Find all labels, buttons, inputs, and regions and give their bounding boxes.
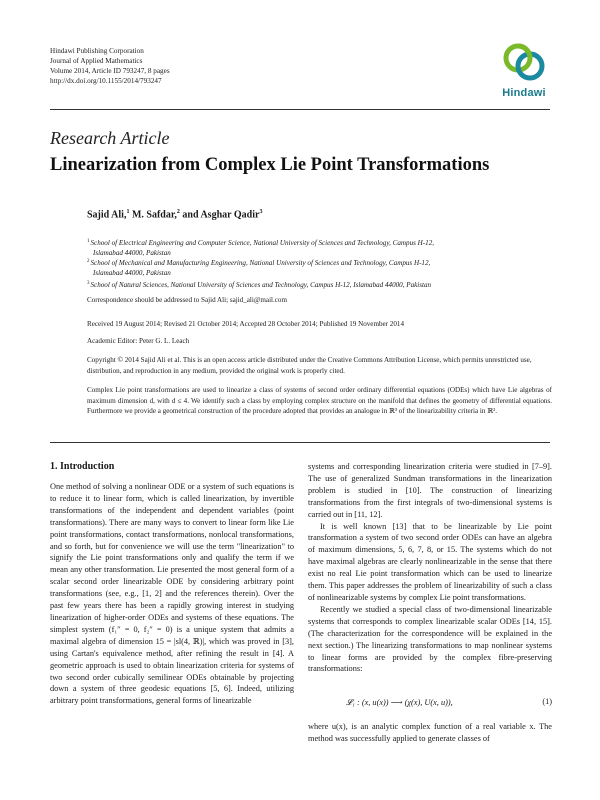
- affiliation-number: 1: [87, 239, 90, 244]
- journal-info: [50, 46, 170, 86]
- section-heading: 1. Introduction: [50, 461, 115, 472]
- publisher: Hindawi Publishing Corporation: [50, 47, 144, 55]
- hindawi-logo: [494, 38, 554, 104]
- article-type: Research Article: [50, 128, 170, 148]
- author-affil-number: 3: [259, 209, 263, 215]
- equation-formula: 𝓛₁ : (x, u(x)) ⟶ (χ(x), U(x, u)),: [346, 698, 453, 707]
- affiliation-line: School of Mechanical and Manufacturing Engineering, National University of Sciences and Technology, Campus H-12,: [90, 259, 431, 267]
- hindawi-logo-icon: [494, 38, 554, 88]
- abstract: Complex Lie point transformations are used to linearize a class of systems of second order ordinary differential equations (ODEs) which have Lie algebras of maximum dimension d, with d ≤ 4. We identify such a class by employing complex structure on the manifold that defines the geometry of differential equations. Furthermore we provide a geometrical construction of the procedure adopted that provides an analogue in ℝ³ of the linearizability criteria in ℝ².: [87, 386, 552, 415]
- paragraph: where u(x), is an analytic complex function of a real variable x. The method was successfully applied to generate classes of: [308, 722, 552, 743]
- affiliation-line: School of Electrical Engineering and Computer Science, National University of Sciences and Technology, Campus H-12,: [90, 239, 435, 247]
- paragraph: Recently we studied a special class of two-dimensional linearizable systems that corresponds to complex linearizable scalar ODEs [14, 15]. (The characterization for the correspondence will be explained in the next section.) The linearizing transformations to map nonlinear systems to linear forms are provided by the complex fibre-preserving transformations:: [308, 604, 552, 674]
- equation-number: (1): [542, 697, 552, 706]
- journal-name: Journal of Applied Mathematics: [50, 57, 143, 65]
- author-affil-number: 1: [126, 209, 130, 215]
- header-rule: [50, 109, 550, 110]
- author-list: [87, 209, 262, 220]
- equation-1: [306, 697, 552, 711]
- copyright-notice: Copyright © 2014 Sajid Ali et al. This is an open access article distributed under the Creative Commons Attribution License, which permits unrestricted use, distribution, and reproduction in any medium, provided the original work is properly cited.: [87, 356, 532, 375]
- author-name: and Asghar Qadir: [179, 209, 260, 221]
- affiliation-number: 2: [87, 259, 90, 264]
- left-column: [50, 481, 294, 707]
- author-affil-number: 2: [176, 209, 180, 215]
- author-name: M. Safdar,: [129, 209, 177, 221]
- affiliation-number: 3: [87, 281, 90, 286]
- right-column: [308, 461, 552, 675]
- author-name: Sajid Ali,: [87, 209, 127, 221]
- abstract-rule: [50, 442, 550, 443]
- paragraph: systems and corresponding linearization criteria were studied in [7–9]. The use of generalized Sundman transformations in the linearization problem is studied in [10]. The construction of linearizing transformations from the first integrals of two-dimensional systems is carried out in [11, 12].: [308, 462, 552, 519]
- doi-link[interactable]: http://dx.doi.org/10.1155/2014/793247: [50, 77, 162, 85]
- paper-title: Linearization from Complex Lie Point Transformations: [50, 155, 490, 175]
- paragraph: It is well known [13] that to be linearizable by Lie point transformation a system of two second order ODEs can have an algebra of maximum dimensions, 5, 6, 7, 8, or 15. The systems which do not have maximal algebras are clearly nonlinearizable in the sense that there exist no real Lie point transformation which can be used to linearize them. This paper addresses the problem of linearizability of such a class of nonlinearizable systems by complex Lie point transformations.: [308, 521, 552, 602]
- correspondence: Correspondence should be addressed to Sajid Ali; sajid_ali@mail.com: [87, 296, 287, 304]
- academic-editor: Academic Editor: Peter G. L. Leach: [87, 337, 190, 345]
- publication-dates: Received 19 August 2014; Revised 21 October 2014; Accepted 28 October 2014; Published 19 November 2014: [87, 320, 404, 328]
- affiliation: [87, 237, 537, 258]
- affiliation: [87, 279, 537, 290]
- affiliation-line: School of Natural Sciences, National University of Sciences and Technology, Campus H-12, Islamabad 44000, Pakistan: [90, 281, 432, 289]
- volume-line: Volume 2014, Article ID 793247, 8 pages: [50, 67, 170, 75]
- affiliation-line: Islamabad 44000, Pakistan: [93, 249, 171, 257]
- logo-text: Hindawi: [502, 87, 546, 99]
- affiliation: [87, 257, 537, 278]
- right-column-continued: [308, 721, 552, 745]
- paragraph: One method of solving a nonlinear ODE or a system of such equations is to reduce it to linear form, which is called linearization, by invertible transformations of the independent and dependent variables (point transformations). There are many ways to convert to linear form like Lie point transformations, contact transformations, nonlocal transformations, and so forth, but for convenience we will use the term "linearization" to signify the Lie point transformations only and qualify the term if we mean any other transformation. Lie presented the most general form of a scalar second order linearizable ODE by considering arbitrary point transformations (see, e.g., [1, 2] and the references therein). Over the past few years there has been a rapidly growing interest in studying linearization of higher-order ODEs and systems of these equations. The simplest system (f₁″ = 0, f₂″ = 0) is a unique system that admits a maximal algebra of dimension 15 = |sl(4, ℝ)|, which was proved in [3], using Cartan's equivalence method, after refining the result in [4]. A geometric approach is used to obtain linearization criteria for systems of two second order cubically semilinear ODEs obtainable by projecting down a system of three geodesic equations [5, 6]. Indeed, utilizing arbitrary point transformations, general forms of linearizable: [50, 482, 294, 706]
- affiliation-line: Islamabad 44000, Pakistan: [93, 269, 171, 277]
